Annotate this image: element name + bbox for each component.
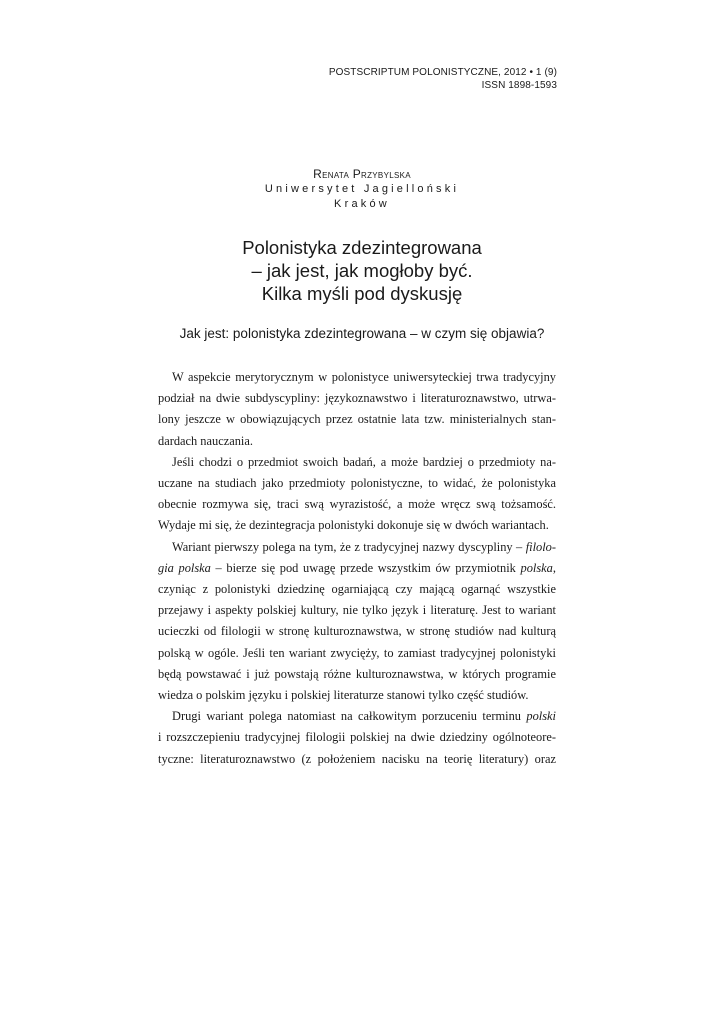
p4-line-1-italic: polski [526, 709, 556, 724]
author-name: Renata Przybylska [313, 167, 411, 181]
issn: ISSN 1898-1593 [481, 80, 557, 91]
p3-line-2-text: – bierze się pod uwagę przede wszystkim ów przymiotnik [215, 560, 516, 575]
p3-line-1 [158, 537, 556, 558]
p3-line-4: przejawy i aspekty polskiej kultury, nie tylko język i literaturę. Jest to wariant [158, 603, 556, 618]
author-affiliation: Uniwersytet Jagielloński [264, 183, 460, 195]
p3-line-7: będą powstawać i już powstają różne kulturoznawstwa, w których programie [158, 666, 556, 681]
p1-line-1: W aspekcie merytorycznym w polonistyce uniwersyteckiej trwa tradycyjny [172, 370, 556, 384]
p2-line-1: Jeśli chodzi o przedmiot swoich badań, a może bardziej o przedmioty na- [172, 454, 556, 469]
title-line-3: Kilka myśli pod dyskusję [261, 283, 463, 304]
author-city: Kraków [334, 198, 390, 210]
p3-line-6: polską w ogóle. Jeśli ten wariant zwycięży, to zamiast tradycyjnej polonistyki [158, 645, 556, 660]
p3-line-2-italic-a: gia polska [158, 560, 211, 575]
p3-line-3: czyniąc z polonistyki dziedzinę ogarniającą czy mającą ogarnąć wszystkie [158, 582, 556, 597]
p3-line-1-text: Wariant pierwszy polega na tym, że z tradycyjnej nazwy dyscypliny – [172, 539, 523, 554]
article-title [0, 236, 724, 305]
title-line-1: Polonistyka zdezintegrowana [242, 237, 482, 258]
p2-line-4: Wydaje mi się, że dezintegracja polonistyki dokonuje się w dwóch wariantach. [158, 518, 549, 533]
p3-line-2-comma: , [552, 560, 556, 575]
p4-line-2: i rozszczepieniu tradycyjnej filologii polskiej na dwie dziedziny ogólnoteore- [158, 730, 556, 745]
p2-line-3: obecnie rozmywa się, traci swą wyrazistość, a może wręcz swą tożsamość. [158, 497, 556, 512]
p3-line-8: wiedza o polskim języku i polskiej literaturze stanowi tylko część studiów. [158, 688, 529, 703]
p1-line-2: podział na dwie subdyscypliny: językoznawstwo i literaturoznawstwo, utrwa- [158, 391, 556, 406]
p3-line-2 [158, 558, 556, 579]
p4-line-3: tyczne: literaturoznawstwo (z położeniem nacisku na teorię literatury) oraz [158, 751, 556, 766]
p3-line-1-italic: filolo- [525, 539, 556, 554]
p1-line-4: dardach nauczania. [158, 433, 253, 448]
p4-line-1-text: Drugi wariant polega natomiast na całkowitym porzuceniu terminu [172, 709, 521, 724]
p3-line-2-italic-b: polska [520, 560, 553, 575]
author-block [0, 166, 724, 212]
title-line-2: – jak jest, jak mogłoby być. [251, 260, 473, 281]
p2-line-2: uczane na studiach jako przedmioty polonistyczne, to widać, że polonistyka [158, 476, 556, 491]
p3-line-5: ucieczki od filologii w stronę kulturoznawstwa, w stronę studiów nad kulturą [158, 624, 556, 639]
p1-line-3: lony jeszcze w obowiązujących przez ostatnie lata tzw. ministerialnych stan- [158, 412, 556, 427]
section-heading: Jak jest: polonistyka zdezintegrowana – w czym się objawia? [179, 326, 545, 341]
body-text [158, 367, 556, 770]
journal-citation: POSTSCRIPTUM POLONISTYCZNE, 2012 • 1 (9) [328, 67, 557, 78]
p4-line-1 [158, 706, 556, 727]
running-head [329, 66, 557, 92]
